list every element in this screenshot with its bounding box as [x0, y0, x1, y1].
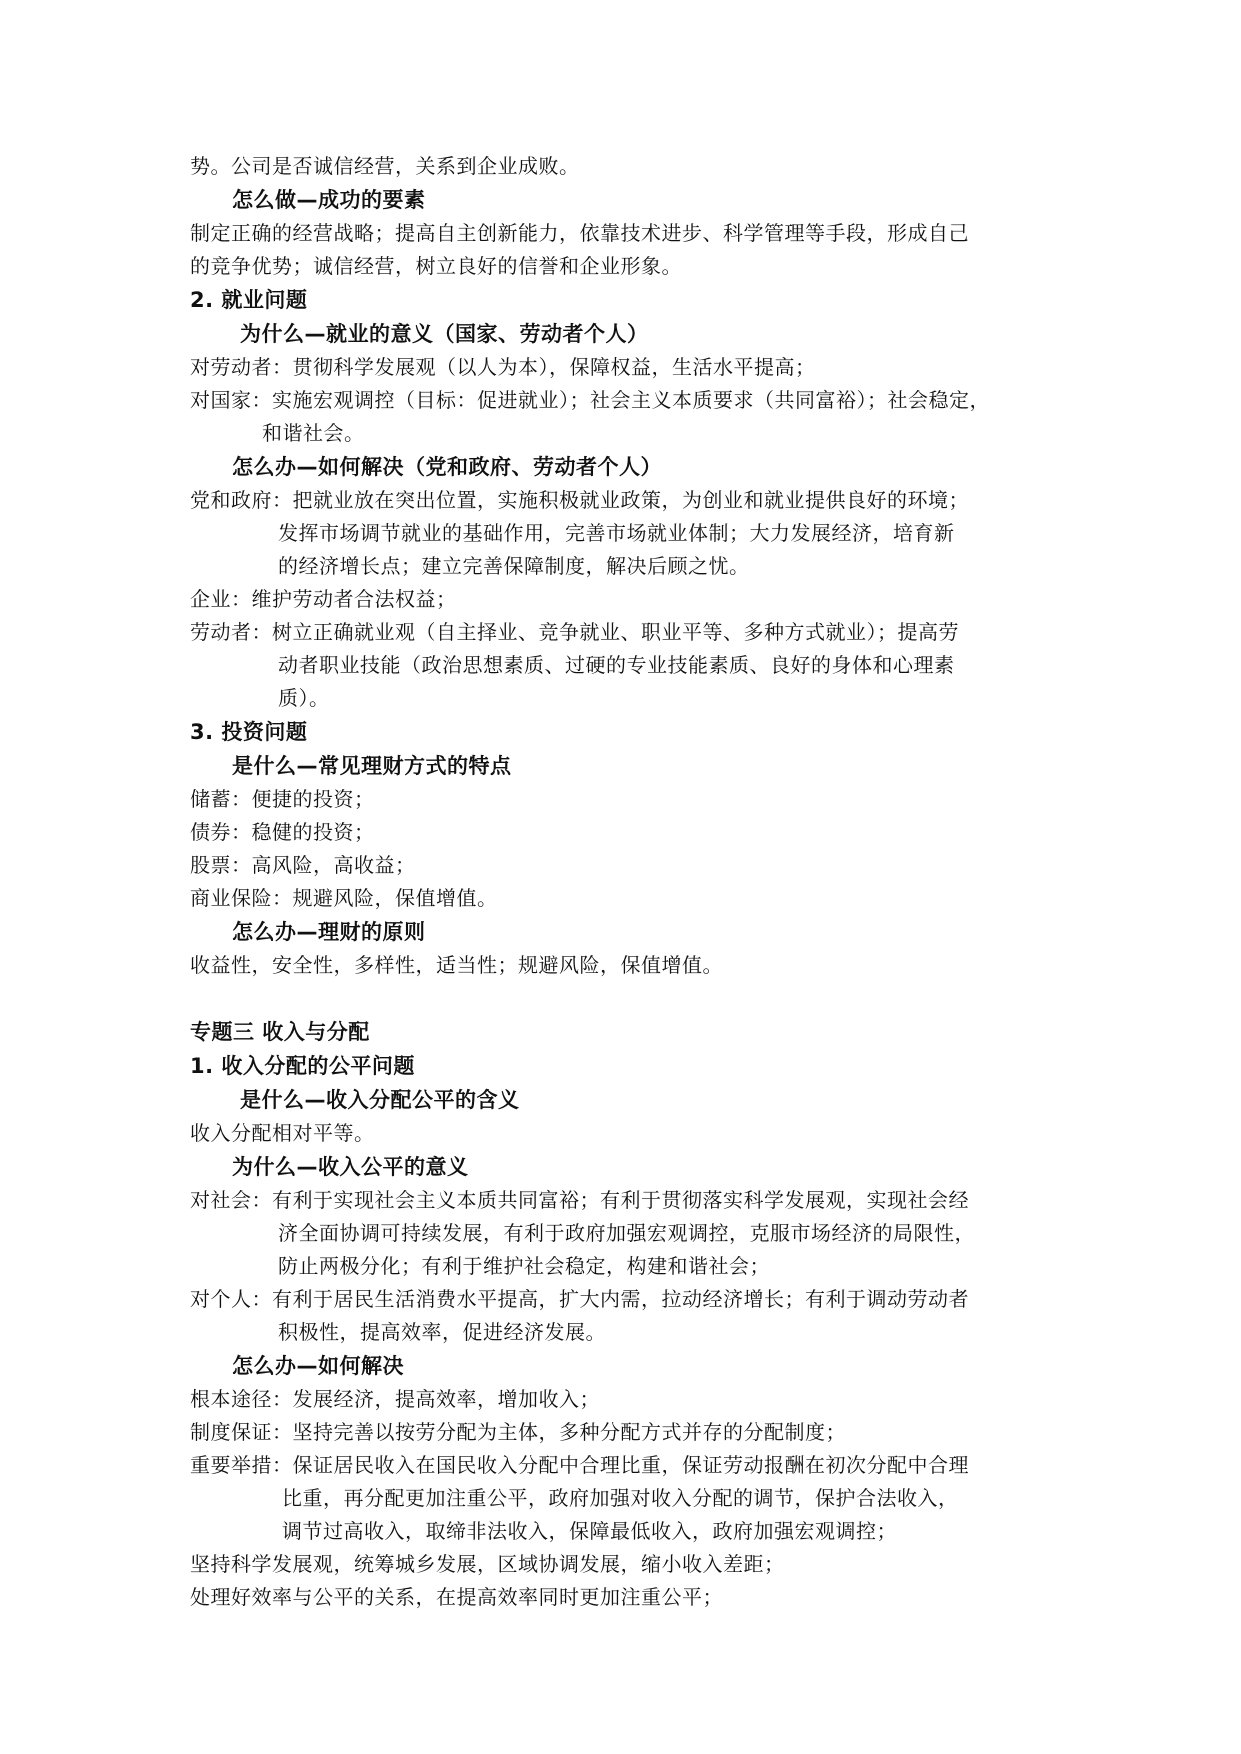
- text-line: 处理好效率与公平的关系，在提高效率同时更加注重公平；: [190, 1585, 723, 1609]
- subheading: 是什么—收入分配公平的含义: [240, 1088, 520, 1112]
- text-line: 企业：维护劳动者合法权益；: [190, 587, 457, 611]
- subheading: 怎么办—如何解决（党和政府、劳动者个人）: [232, 455, 662, 479]
- section-heading: 2. 就业问题: [190, 288, 308, 312]
- text-line: 和谐社会。: [262, 421, 365, 445]
- text-line: 重要举措：保证居民收入在国民收入分配中合理比重，保证劳动报酬在初次分配中合理: [190, 1453, 969, 1477]
- text-line: 发挥市场调节就业的基础作用，完善市场就业体制；大力发展经济，培育新: [278, 521, 955, 545]
- subheading: 怎么做—成功的要素: [232, 188, 426, 212]
- spacer: [190, 982, 1070, 1015]
- text-line: 根本途径：发展经济，提高效率，增加收入；: [190, 1387, 600, 1411]
- text-line: 调节过高收入，取缔非法收入，保障最低收入，政府加强宏观调控；: [282, 1519, 897, 1543]
- text-line: 党和政府：把就业放在突出位置，实施积极就业政策，为创业和就业提供良好的环境；: [190, 488, 969, 512]
- subheading: 是什么—常见理财方式的特点: [232, 754, 512, 778]
- text-line: 对社会：有利于实现社会主义本质共同富裕；有利于贯彻落实科学发展观，实现社会经: [190, 1188, 969, 1212]
- text-line: 劳动者：树立正确就业观（自主择业、竞争就业、职业平等、多种方式就业）；提高劳: [190, 620, 959, 644]
- text-line: 对国家：实施宏观调控（目标：促进就业）；社会主义本质要求（共同富裕）；社会稳定，: [190, 388, 990, 412]
- text-line: 积极性，提高效率，促进经济发展。: [278, 1320, 606, 1344]
- text-line: 坚持科学发展观，统筹城乡发展，区域协调发展，缩小收入差距；: [190, 1552, 785, 1576]
- text-line: 的经济增长点；建立完善保障制度，解决后顾之忧。: [278, 554, 750, 578]
- text-line: 收益性，安全性，多样性，适当性；规避风险，保值增值。: [190, 953, 723, 977]
- text-line: 股票：高风险，高收益；: [190, 853, 416, 877]
- subheading: 为什么—就业的意义（国家、劳动者个人）: [240, 322, 649, 346]
- text-line: 债券：稳健的投资；: [190, 820, 375, 844]
- subheading: 为什么—收入公平的意义: [232, 1155, 469, 1179]
- text-line: 比重，再分配更加注重公平，政府加强对收入分配的调节，保护合法收入，: [282, 1486, 959, 1510]
- text-line: 的竞争优势；诚信经营，树立良好的信誉和企业形象。: [190, 254, 682, 278]
- text-line: 对个人：有利于居民生活消费水平提高，扩大内需，拉动经济增长；有利于调动劳动者: [190, 1287, 969, 1311]
- section-heading: 1. 收入分配的公平问题: [190, 1054, 415, 1078]
- text-line: 动者职业技能（政治思想素质、过硬的专业技能素质、良好的身体和心理素: [278, 653, 955, 677]
- text-line: 质）。: [278, 686, 330, 710]
- chapter-heading: 专题三 收入与分配: [190, 1020, 370, 1044]
- subheading: 怎么办—理财的原则: [232, 920, 426, 944]
- text-line: 防止两极分化；有利于维护社会稳定，构建和谐社会；: [278, 1254, 770, 1278]
- subheading: 怎么办—如何解决: [232, 1354, 404, 1378]
- section-heading: 3. 投资问题: [190, 720, 308, 744]
- text-line: 储蓄：便捷的投资；: [190, 787, 375, 811]
- document-page: [190, 150, 1070, 1614]
- text-line: 制定正确的经营战略；提高自主创新能力，依靠技术进步、科学管理等手段，形成自己: [190, 221, 969, 245]
- text-line: 收入分配相对平等。: [190, 1121, 375, 1145]
- text-line: 商业保险：规避风险，保值增值。: [190, 886, 498, 910]
- text-line: 势。公司是否诚信经营，关系到企业成败。: [190, 154, 580, 178]
- text-line: 对劳动者：贯彻科学发展观（以人为本），保障权益，生活水平提高；: [190, 355, 816, 379]
- text-line: 制度保证：坚持完善以按劳分配为主体，多种分配方式并存的分配制度；: [190, 1420, 846, 1444]
- text-line: 济全面协调可持续发展，有利于政府加强宏观调控，克服市场经济的局限性，: [278, 1221, 975, 1245]
